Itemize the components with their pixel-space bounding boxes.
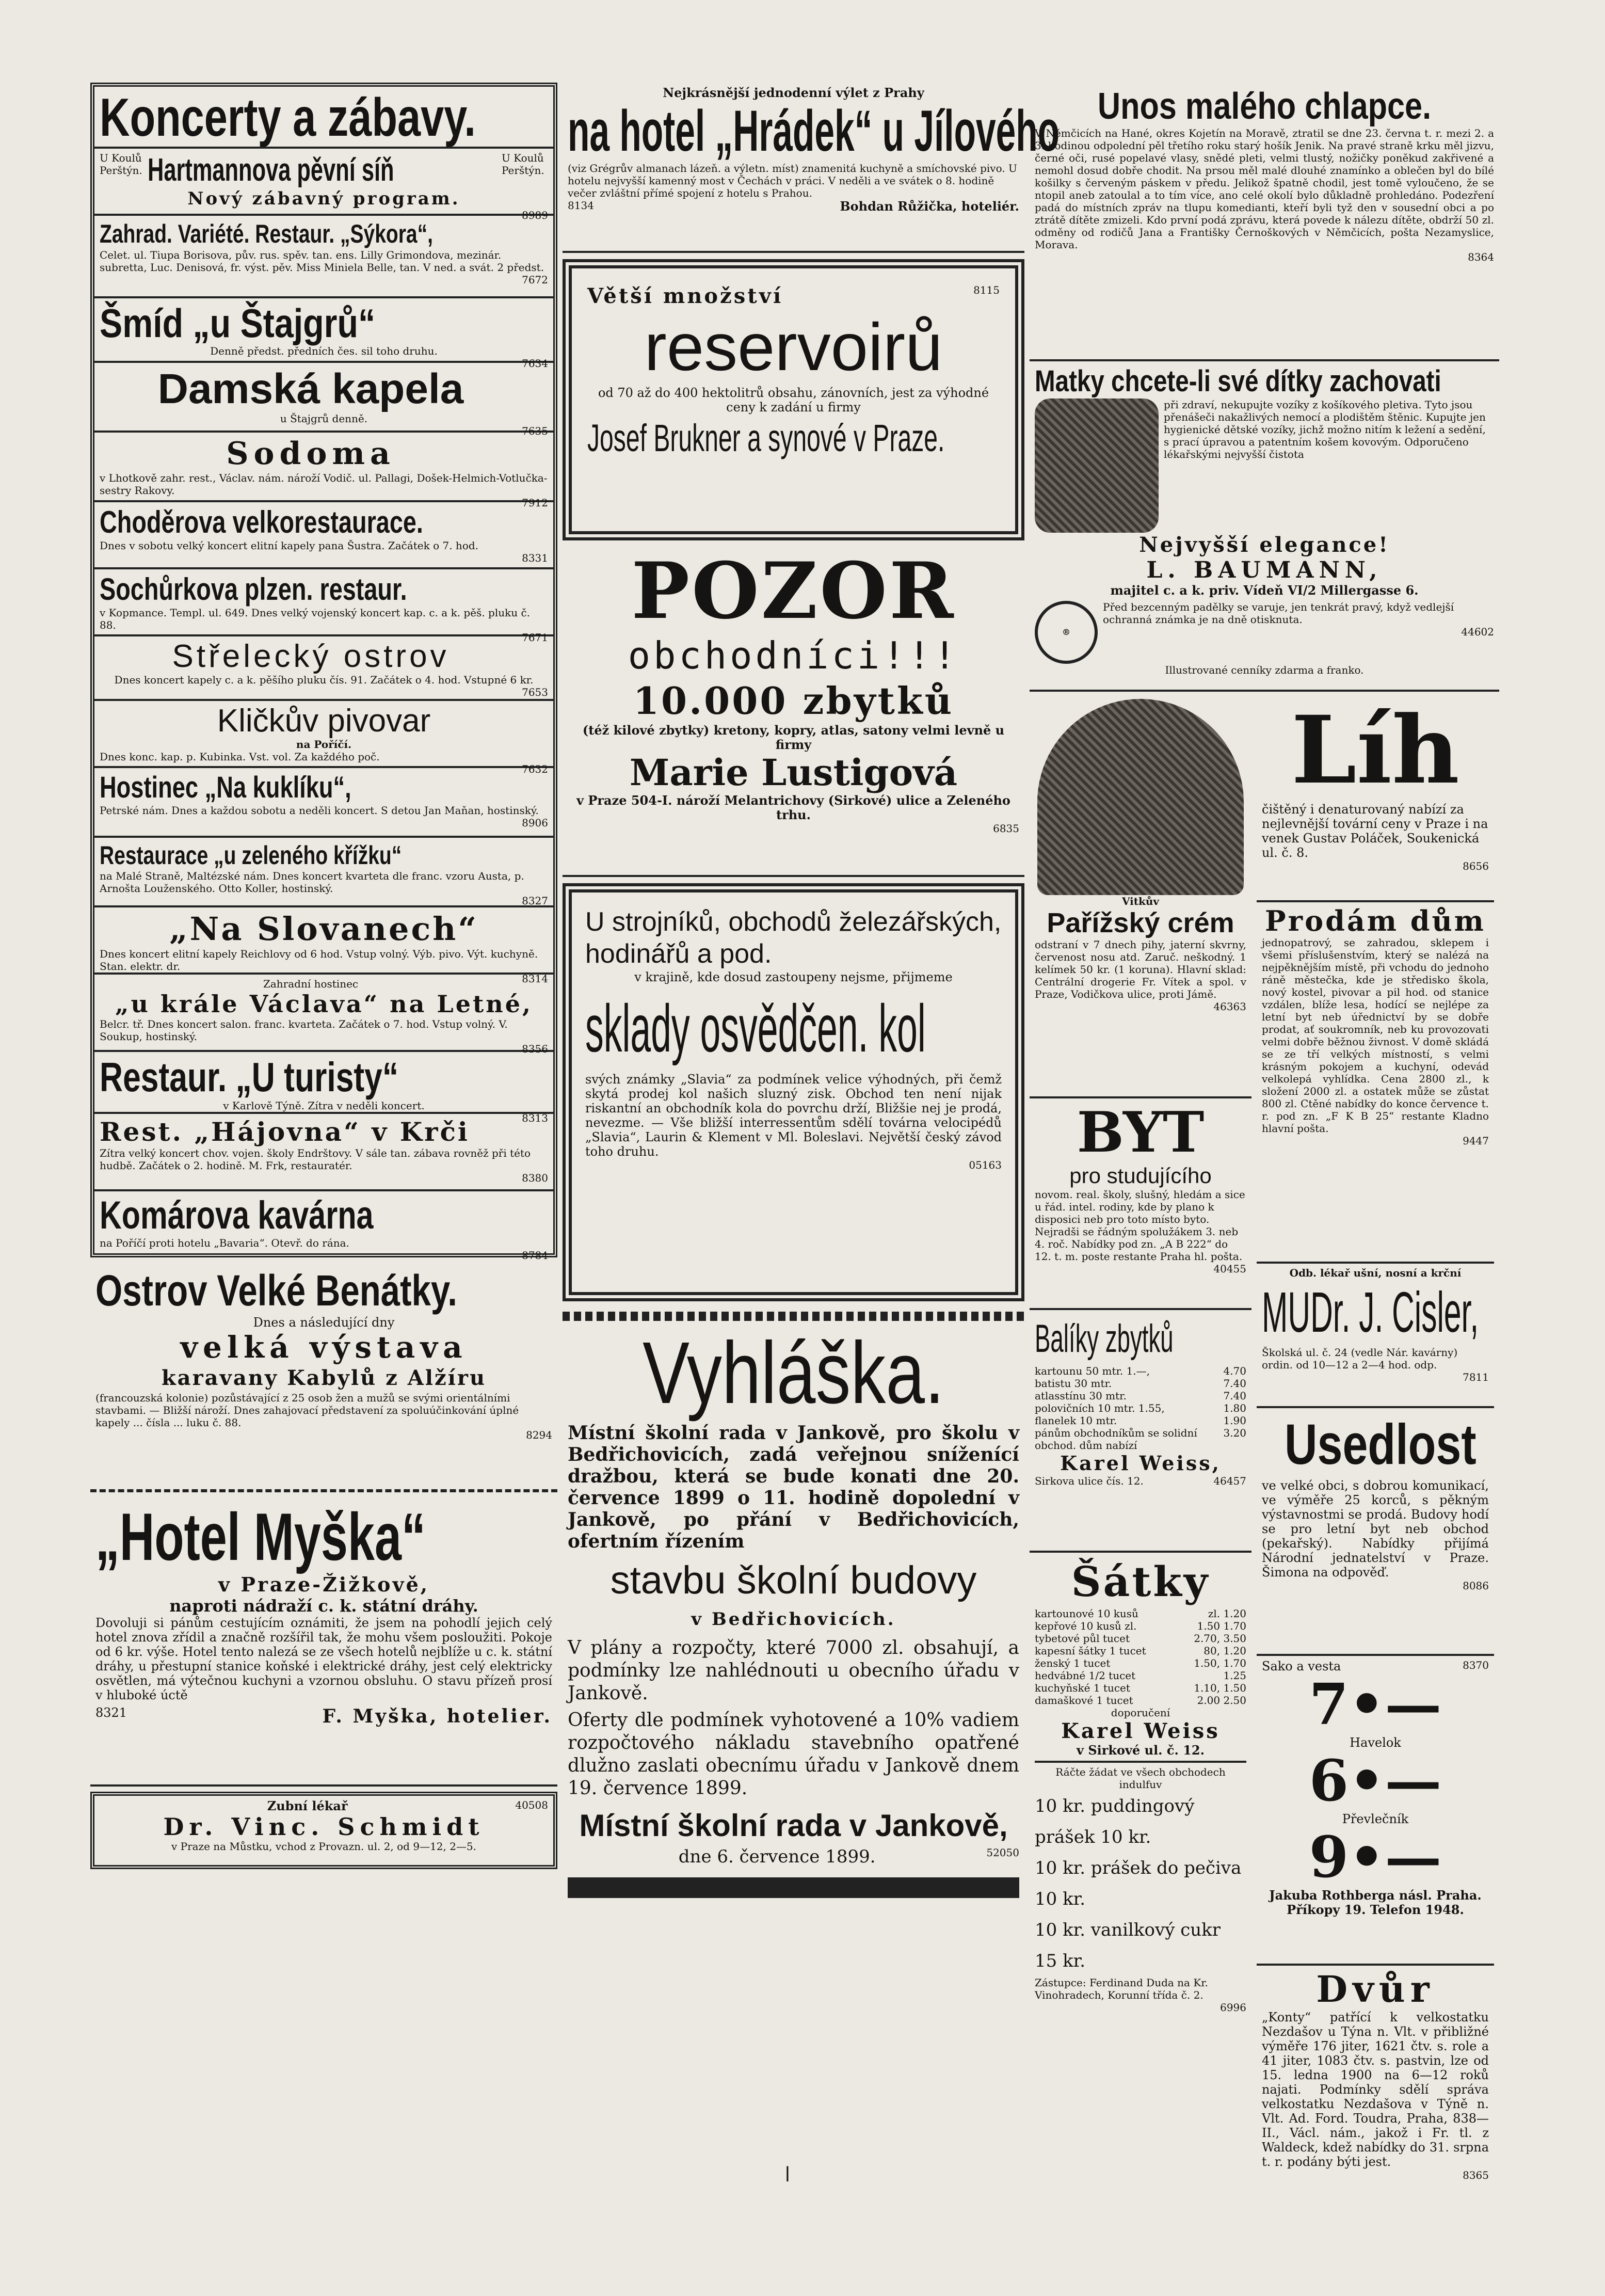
ad-address: Sirkova ulice čís. 12. [1035,1475,1144,1487]
price-item: kartounové 10 kusů [1035,1607,1138,1620]
ad-representative: Zástupce: Ferdinand Duda na Kr. Vinohradech, Korunní třída č. 2. [1035,1976,1208,2001]
ad-number: 8294 [526,1429,552,1441]
price-row [1035,1365,1246,1377]
ad-text: Zítra velký koncert chov. vojen. školy Endrštovy. V sále tan. zábava rovněž při této hudbě. Začátek o 2. hodině. M. Frk, restauratér. [100,1147,531,1172]
ad-title: Sochůrkova plzen. restaur. [100,572,407,607]
ad-number: 7653 [522,686,548,698]
ad-number: 9447 [1463,1135,1489,1147]
ad-number: 8906 [522,817,548,829]
ad-title: Prodám dům [1265,904,1486,937]
ad-text-3: Oferty dle podmínek vyhotovené a 10% vadiem rozpočtového nákladu stavebního opatřené dlužno zaslati obecnímu úřadu v Jankově dnem 19. července 1899. [568,1710,1019,1799]
ad-number: 40455 [1213,1263,1246,1275]
ad-subtitle: Nový zábavný program. [187,188,460,209]
ad-hotel-myska [90,1497,557,1787]
ad-u-turisty [94,1052,553,1124]
column-right [1030,83,1499,2296]
ad-number: 8313 [522,1112,548,1124]
price-prevlecnik: 9•— [1309,1824,1442,1890]
ad-text: čištěný i denaturovaný nabízí za nejlevnější tovární ceny v Praze i na venek Gustav Poláček, Soukenická ul. č. 8. [1262,802,1488,860]
ad-pretitle: Odb. lékař ušní, nosní a krční [1289,1267,1462,1279]
ad-usedlost [1257,1408,1494,1656]
ad-number: 8356 [522,1043,548,1055]
ad-firm: Jakuba Rothberga násl. Praha. [1269,1888,1482,1903]
ad-text: odstraní v 7 dnech pihy, jaterní skvrny, červenost nosu atd. Zaruč. neškodný. 1 kelímek 50 kr. (1 koruna). Hlavní sklad: Centrální drogerie Fr. Vítek a spol. v Praze, Vodičkova ulice, proti Jámě. [1035,938,1246,1000]
ad-text: v Karlově Týně. Zítra v neděli koncert. [223,1099,425,1112]
ad-dr-schmidt [90,1792,557,1869]
price-item: atlasstínu 30 mtr. [1035,1390,1127,1402]
price-list [1035,1365,1246,1452]
concerts-section [90,83,557,1262]
ad-number: 8331 [522,552,548,564]
ad-text: Petrské nám. Dnes a každou sobotu a neděli koncert. S detou Jan Maňan, hostinský. [100,804,539,817]
ad-text: Dovoluji si pánům cestujícím oznámiti, že jsem na pohodlí jejich celý hotel znova zřídil a značně rozšířil tak, že mohu všem posloužiti. Pokoje od 6 kr. výše. Hotel tento nalezá se ze všech hotelů nejblíže u c. k. státní dráhy, u přestupní stanice koňské i elektrické dráhy, jest celý elektricky osvětlen, má výtečnou kuchyni a vzornou obsluhu. O stavu přízeň prosí v hluboké úctě [95,1616,552,1702]
ad-title: Střelecký ostrov [172,639,450,674]
ad-headline-2: karavany Kabylů z Alžíru [161,1366,487,1390]
woman-portrait-image [1037,699,1244,895]
ad-text: na Poříčí proti hotelu „Bavaria“. Otevř. do rána. [100,1237,349,1249]
ad-pretitle: Zubní lékař [267,1798,348,1813]
ad-number: 05163 [969,1159,1002,1171]
ad-subtitle: Nejvyšší elegance! [1139,533,1390,557]
ad-text: v Lhotkově zahr. rest., Václav. nám. nároží Vodič. ul. Pallagi, Došek-Helmich-Votlučka-sestry Rakovy. [100,472,548,497]
ad-title: Restaur. „U turisty“ [100,1054,399,1100]
ad-number: 8989 [522,209,548,221]
ad-text: v Kopmance. Templ. ul. 649. Dnes velký vojenský koncert kap. c. a k. pěš. pluku č. 88. [100,607,531,631]
price-row [1035,1694,1246,1707]
ad-number: 8115 [973,284,1000,296]
ad-sykora [94,216,553,298]
ad-sochurkova [94,569,553,644]
ad-number: 8656 [1463,860,1489,872]
ad-number: 8086 [1463,1580,1489,1592]
ad-title: U strojníků, obchodů železářských, hodinářů a pod. [585,907,1002,969]
price-row [1035,1377,1246,1390]
ad-text: v Praze na Můstku, vchod z Provazn. ul. 2, od 9—12, 2—5. [171,1840,477,1853]
ad-title: Komárova kavárna [100,1193,374,1237]
ad-title: Kličkův pivovar [217,703,431,739]
ad-firm: L. BAUMANN, [1146,557,1383,583]
ad-title: Hostinec „Na kuklíku“, [100,771,351,804]
ad-title: Unos malého chlapce. [1097,86,1432,127]
ad-damska-kapela [94,363,553,437]
concerts-title: Koncerty a zábavy. [100,88,476,148]
price-value: 1.50 1.70 [1197,1620,1246,1632]
ad-text-2: svých známky „Slavia“ za podmínek velice výhodných, při čemž skytá prodej kol našich sluzný zisk. Obchod ten není nijak riskantní an obchodník kola do povrchu drží, Bližšie nej je prodá, nevezme. — Vše bližší interressentům sdělí továrna velocipédů „Slavia“, Laurin & Klement v Ml. Boleslavi. Největší český závod toho druhu. [585,1072,1002,1159]
ad-title: Dvůr [1316,1968,1435,2011]
ornament-divider [563,1312,1024,1321]
ad-title: na hotel „Hrádek“ u Jílového [568,99,1060,163]
ad-dvur [1257,1966,1494,2296]
ad-pozor-obchodnici [563,547,1024,877]
ad-date: dne 6. července 1899. [678,1846,876,1867]
ad-number: 8380 [522,1172,548,1184]
ad-text: u Štajgrů denně. [280,412,368,425]
price-item: pánům obchodníkům se solidní obchod. dům nabízí [1035,1427,1197,1452]
ad-footer: Illustrované cenníky zdarma a franko. [1165,664,1364,676]
ad-headline: stavbu školní budovy [610,1558,977,1602]
ad-signature: Bohdan Růžička, hoteliér. [840,199,1019,214]
ad-choderova [94,502,553,569]
price-row [1035,1414,1246,1427]
ad-hajovna [94,1114,553,1191]
ad-headline: 10.000 zbytků [633,679,954,723]
ad-text: Dnes konc. kap. p. Kubinka. Vst. vol. Za každého poč. [100,751,380,763]
ad-parizsky-crem [1030,696,1251,1098]
price-value: 1.50, 1.70 [1194,1657,1246,1669]
price-row [1035,1669,1246,1682]
price-value: 2.00 2.50 [1197,1694,1246,1707]
price-row [1035,1607,1246,1620]
price-item: kuchyňské 1 tucet [1035,1682,1130,1694]
ad-subtitle: v Bedřichovicích. [691,1609,896,1630]
price-item: damaškové 1 tucet [1035,1694,1133,1707]
ad-pretitle: Nejkrásnější jednodenní výlet z Prahy [663,85,924,100]
ad-text: od 70 až do 400 hektolitrů obsahu, zánovních, jest za výhodné ceny k zadání u firmy [598,386,989,414]
ad-lih [1257,696,1494,902]
ad-mudr-cisler [1257,1264,1494,1408]
ad-pretitle: Vitkův [1121,895,1160,907]
ad-prodam-dum [1257,902,1494,1264]
ad-velke-benatky [90,1263,557,1492]
ad-warning: Před bezcenným padělky se varuje, jen tenkrát pravý, když vedlejší ochranná známka je na dně otisknuta. [1103,601,1454,626]
ad-vyhlaska [563,1321,1024,2007]
ad-title: Šátky [1071,1557,1210,1606]
ad-location-right: U Koulů Perštýn. [502,152,544,177]
ad-number: 8365 [1463,2169,1489,2181]
ad-headline: velká výstava [180,1330,468,1365]
ad-title: Líh [1291,696,1459,805]
ad-firm: Karel Weiss, [1060,1452,1221,1475]
price-row [1035,1632,1246,1645]
ad-signature: Místní školní rada v Jankově, [579,1808,1008,1843]
column-concerts [90,83,557,1869]
ad-text: na Malé Straně, Maltézské nám. Dnes koncert kvarteta dle franc. vzoru Austa, p. Arnošta Louženského. Otto Koller, hostinský. [100,870,524,895]
left-subcolumn [1030,696,1251,2296]
ad-title: Zahrad. Variété. Restaur. „Sýkora“, [100,219,433,248]
price-item: kartounu 50 mtr. 1.—, [1035,1365,1150,1377]
trademark-stamp-icon: ® [1035,601,1098,664]
price-row [1035,1390,1246,1402]
ad-title: Ostrov Velké Benátky. [95,1266,457,1315]
ad-komarova-kavarna [94,1191,553,1262]
ad-number: 7671 [522,631,548,644]
ad-title: „Hotel Myška“ [95,1499,426,1574]
item-label: Převlečník [1342,1812,1409,1826]
ad-matky-baumann [1030,361,1499,692]
ad-text: při zdraví, nekupujte vozíky z košíkového pletiva. Tyto jsou přenášeči nakažlivých nemocí a plodištěm štěnic. Kupujte jen hygienické dětské vozíky, jichž možno nitím k ležení a sedění, s prací úpravou a patentním košem kovovým. Odporučeno lékařskými nejvyšší čistota [1164,398,1486,460]
price-row [1035,1682,1246,1694]
column-middle [563,83,1060,2007]
price-value: 4.70 [1223,1365,1246,1377]
ad-unos-chlapce [1030,83,1499,361]
ad-subtitle: na Poříčí. [296,738,352,751]
ad-number: 8321 [95,1705,127,1720]
ad-text: Dnes koncert kapely c. a k. pěšího pluku čís. 91. Začátek o 4. hod. Vstupné 6 kr. [114,674,534,686]
ad-kral-vaclav [94,975,553,1055]
ad-title: reservoirů [644,309,943,385]
ad-text: Belcr. tř. Dnes koncert salon. franc. kvarteta. Začátek o 7. hod. Vstup volný. V. Soukup, hostinský. [100,1018,508,1043]
ad-number: 6835 [993,822,1019,835]
ad-signature: F. Myška, hotelier. [322,1705,552,1727]
page-footer-mark: ǀ [784,2163,791,2187]
ad-text: Místní školní rada v Jankově, pro školu v Bedřichovicích, zadá veřejnou sníženící dražbou, která se bude konati dne 20. července 1899 o 11. hodině dopolední v Jankově, po přání v Bedřichovicích, ofertním řízením [568,1422,1019,1552]
price-row [1035,1645,1246,1657]
ad-footer: Ráčte žádat ve všech obchodech indulfuv [1055,1766,1226,1791]
product-baking-powder: 10 kr. prášek do pečiva 10 kr. [1035,1858,1242,1909]
ad-title: Pařížský crém [1047,907,1234,938]
price-list [1035,1607,1246,1707]
ad-hartmannova [94,149,553,221]
price-item: tybetové půl tucet [1035,1632,1130,1645]
ad-title: Choděrova velkorestaurace. [100,505,423,539]
ad-number: 7811 [1463,1371,1489,1383]
ad-text: V Němčicích na Hané, okres Kojetín na Moravě, ztratil se dne 23. června t. r. mezi 2. a 3. hodinou odpolední pěl třetího roku starý hošík Jenik. Na pravé straně krku měl jizvu, černé oči, rusé popelavé vlasy, snědé pleti, velmi tlustý, nožičky poněkud zakřivené a nemohl dosud dobře chodit. Na prsou měl malé dlouhé znamínko a oblečen byl do bílé košilky s červeným páskem v předu. Jelikož špatně chodil, jest tomě vyloučeno, že se ntopil aneb zatoulal a to tím více, ano celé okolí bylo důkladně prohledáno. Podezření padá do místních zpráv na tlupu komedianti, kteří byli tyž den v sousední obci a po ztrátě dítěte zmizeli. Kdo první podá zprávu, která povede k nálezu dítěte, obdrží 50 zl. odměny od rodičů Jana a Františky Černoškových v Němčicích, pošta Nezamyslice, Morava. [1035,127,1494,251]
ad-number: 8364 [1468,251,1494,263]
ad-number: 46457 [1213,1475,1246,1487]
price-value: 7.40 [1223,1377,1246,1390]
ad-number: 7634 [522,357,548,370]
ad-title: Rest. „Hájovna“ v Krči [100,1117,470,1147]
ad-title: Restaurace „u zeleného křížku“ [100,841,402,870]
ad-text: (viz Grégrův almanach lázeň. a výletn. míst) znamenitá kuchyně a smíchovské pivo. U hotelu nejvyšší kamenný most v Čechách v práci. V neděli a ve svátek o 8. hodině večer zvláštní přímé spojení z hotelu s Prahou. [568,162,1017,199]
price-row [1035,1620,1246,1632]
price-item: polovičních 10 mtr. 1.55, [1035,1402,1165,1414]
ad-title: POZOR [631,546,956,636]
ad-firm: Josef Brukner a synové v Praze. [587,417,945,459]
price-item: batistu 30 mtr. [1035,1377,1112,1390]
price-row [1035,1402,1246,1414]
ad-text: Dnes v sobotu velký koncert elitní kapely pana Šustra. Začátek o 7. hod. [100,539,479,552]
ad-number: 8134 [568,199,594,212]
ad-text: (francouzská kolonie) pozůstávající z 25 osob žen a mužů se svými orientálními stavbami. — Bližší nároží. Dnes zahajovací představení za spoluúčinkování úplné kapely ... čísla ... luku č. 88. [95,1392,519,1429]
item-label: Sako a vesta [1262,1659,1341,1673]
ad-text: novom. real. školy, slušný, hledám a sice u řád. intel. rodiny, kde by plano k disposici neb pro toto místo byto. Nejradši se řádným spolužákem 3. neb 4. roč. Nabídky pod zn. „A B 222“ do 12. t. m. poste restante Praha hl. pošta. [1035,1188,1245,1263]
price-value: zl. 1.20 [1208,1607,1246,1620]
ad-number: 7635 [522,425,548,437]
price-item: kapesní šátky 1 tucet [1035,1645,1146,1657]
ad-text: Dnes koncert elitní kapely Reichlovy od 6 hod. Vstup volný. Výb. pivo. Výt. kuchyně. Stan. elektr. dr. [100,948,538,972]
ad-number: 46363 [1213,1000,1246,1013]
ad-text: (též kilové zbytky) kretony, kopry, atlas, satony velmi levně u firmy [582,723,1005,752]
ad-text: Školská ul. č. 24 (vedle Nár. kavárny) ordin. od 10—12 a 2—4 hod. odp. [1262,1346,1458,1371]
price-value: 1.80 [1223,1402,1246,1414]
price-value: 1.25 [1223,1669,1246,1682]
price-sako: 7•— [1309,1671,1442,1737]
ad-number: 7632 [522,763,548,775]
black-bar-ornament [568,1877,1019,1898]
baby-carriage-image [1035,398,1159,533]
ad-text: „Konty“ patřící k velkostatku Nezdašov u Týna n. Vlt. v přibližné výměře 176 jiter, 1621 čtv. s. role a 41 jiter, 1083 čtv. s. pastvin, lze od 15. ledna 1900 na 6—12 roků najati. Podmínky sdělí správa velkostatku Nezdašova v Týně n. Vlt. Ad. Ford. Toudra, Praha, 838—II., Václ. nám., jakož i Fr. tl. z Waldeck, kdež nabídky do 31. srpna t. r. podány býti jest. [1262,2010,1489,2169]
price-value: 3.20 [1223,1427,1246,1439]
ad-strelecky-ostrov [94,636,553,701]
ad-baliky-zbytku [1030,1310,1251,1553]
item-label: Havelok [1350,1735,1401,1750]
ad-zeleny-krizek [94,838,553,907]
ad-headline: sklady osvědčen. kol [585,991,926,1066]
ad-reservoiry [563,259,1024,540]
ad-title: MUDr. J. Cisler, [1262,1281,1479,1344]
ad-havelok-prices [1257,1656,1494,1966]
ad-pretitle: Větší množství [587,284,783,308]
price-row [1035,1427,1246,1452]
ad-number: 8327 [522,895,548,907]
price-value: 7.40 [1223,1390,1246,1402]
ad-address: Příkopy 19. Telefon 1948. [1287,1902,1464,1917]
ad-address: v Sirkové ul. č. 12. [1077,1743,1205,1758]
right-subcolumn [1257,696,1494,2296]
ad-subtitle: doporučení [1111,1707,1170,1719]
price-item: ženský 1 tucet [1035,1657,1111,1669]
ad-title: Vyhláška. [643,1324,944,1422]
ad-line: Dnes a následující dny [253,1315,395,1330]
concerts-header [94,87,553,149]
ad-title: Hartmannova pěvní síň [148,152,394,188]
price-row [1035,1657,1246,1669]
ad-title: „Na Slovanech“ [169,910,478,948]
ad-title: Šmíd „u Štajgrů“ [100,300,376,346]
ad-text: Celet. ul. Tiupa Borisova, pův. rus. spěv. tan. ens. Lilly Grimondova, mezinár. subretta, Luc. Denisová, fr. výst. pěv. Miss Miniela Belle, tan. V ned. a svát. 2 předst. [100,249,544,274]
ad-title: Matky chcete-li své dítky zachovati [1035,364,1441,398]
ad-title: Balíky zbytků [1035,1317,1174,1361]
ad-firm: Karel Weiss [1061,1719,1220,1743]
ad-subtitle-2: naproti nádraží c. k. státní dráhy. [169,1596,478,1616]
ad-number: 6996 [1220,2001,1246,2014]
price-item: flanelek 10 mtr. [1035,1414,1117,1427]
ad-title: Usedlost [1285,1413,1476,1476]
ad-pretitle: Zahradní hostinec [263,978,359,990]
ad-number: 7672 [522,274,548,286]
price-value: 80, 1.20 [1203,1645,1246,1657]
ad-title: Damská kapela [157,365,464,412]
price-item: hedvábné 1/2 tucet [1035,1669,1136,1682]
price-value: 1.90 [1223,1414,1246,1427]
ad-number: 8314 [522,972,548,985]
ad-number: 8370 [1463,1659,1489,1671]
ad-text: jednopatrový, se zahradou, sklepem i všemi příslušenstvím, který se nalézá na nejpěknějším místě, při vchodu do jednoho ráně městečka, kde je středisko škola, nový kostel, pivovar a pil hod. od stanice vzdálen, blíže lesa, hodící se nejlépe za letní byt neb úřednictví by se dobře prodat, ať soukromník, neb ku provozovati velmi dobře běžnou živnost. V domě skládá se ze tří velkých místností, s velmi krásným pokojem a kuchyní, odevád velkolepá vyhlídka. Cena 2800 zl., k složení 2000 zl. a ostatek může se zůstat 800 zl. Ctěné nabídky do konce července t. r. pod zn. „F K B 25“ restante Kladno hlavní pošta. [1262,936,1489,1135]
ad-klickuv-pivovar [94,701,553,775]
ad-subtitle: pro studujícího [1069,1163,1212,1188]
ad-subtitle: obchodníci!!! [628,634,959,677]
ad-number: 52050 [986,1846,1019,1859]
price-item: kepřové 10 kusů zl. [1035,1620,1137,1632]
ad-text-2: V plány a rozpočty, které 7000 zl. obsahují, a podmínky lze nahlédnouti u obecního úřadu v Jankově. [568,1637,1019,1704]
ad-title: „u krále Václava“ na Letné, [115,990,533,1018]
price-havelok: 6•— [1309,1747,1442,1814]
ad-byt [1030,1098,1251,1310]
ad-text: ve velké obci, s dobrou komunikací, ve výměře 25 korců, s pěkným výstavnostmi se prodá. Budovy hodí se pro letní byt neb obchod (pekařský). Nabídky přijímá Národní jednatelství v Praze. Šimona na odpověď. [1262,1478,1489,1580]
ad-hotel-hradek [563,83,1060,253]
ad-number: 44602 [1461,626,1494,638]
ad-slavia-kola [563,883,1024,1301]
ad-number: 7912 [522,497,548,509]
ad-subtitle: v Praze-Žižkově, [218,1573,429,1596]
ad-smid [94,298,553,370]
product-pudding: 10 kr. puddingový prášek 10 kr. [1035,1796,1195,1847]
ad-firm: Marie Lustigová [629,751,958,794]
ad-number: 8784 [522,1249,548,1262]
ad-title: BYT [1077,1100,1205,1165]
ad-title: Dr. Vinc. Schmidt [163,1813,485,1841]
ad-sodoma [94,433,553,509]
price-value: 2.70, 3.50 [1194,1632,1246,1645]
ad-satky [1030,1553,1251,2038]
ad-title: Sodoma [226,436,395,472]
price-value: 1.10, 1.50 [1194,1682,1246,1694]
ad-address: v Praze 504-I. nároží Melantrichovy (Sirkové) ulice a Zeleného trhu. [576,793,1010,822]
ad-number: 40508 [515,1799,548,1811]
ad-location-left: U Koulů Perštýn. [100,152,142,177]
product-vanilla-sugar: 10 kr. vanilkový cukr 15 kr. [1035,1920,1221,1971]
ad-na-kukliku [94,768,553,838]
ad-text: v krajině, kde dosud zastoupeny nejsme, přijmeme [634,970,953,984]
ad-text: Denně předst. předních čes. sil toho druhu. [210,345,438,357]
ad-address: majitel c. a k. priv. Vídeň VI/2 Millergasse 6. [1110,583,1419,598]
